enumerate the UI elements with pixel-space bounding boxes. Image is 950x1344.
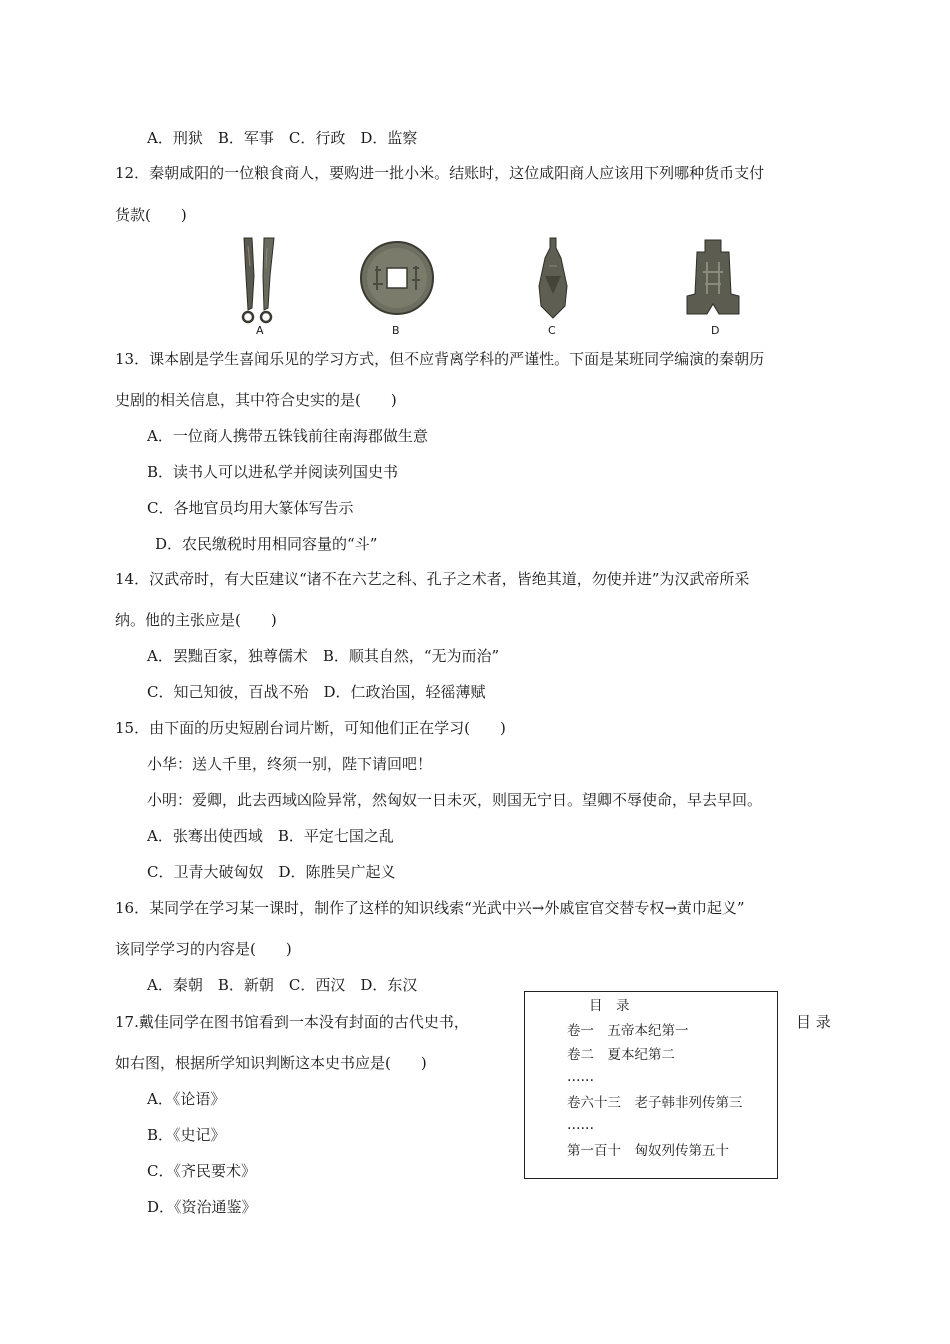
toc-title: 目 录 bbox=[589, 998, 630, 1014]
coin-label-d: D bbox=[711, 324, 720, 337]
toc-ellipsis-2: …… bbox=[567, 1117, 594, 1133]
q14-stem-line1: 14．汉武帝时，有大臣建议“诸不在六艺之科、孔子之术者，皆绝其道，勿使并进”为汉武帝所采 bbox=[115, 570, 750, 588]
toc-line-3: 卷六十三 老子韩非列传第三 bbox=[567, 1095, 743, 1111]
toc-line-1: 卷一 五帝本纪第一 bbox=[567, 1023, 689, 1039]
q17-stem-line2: 如右图，根据所学知识判断这本史书应是( ) bbox=[115, 1054, 427, 1072]
q13-stem-line2: 史剧的相关信息，其中符合史实的是( ) bbox=[115, 391, 397, 409]
q13-option-b: B．读书人可以进私学并阅读列国史书 bbox=[147, 463, 399, 481]
coin-label-b: B bbox=[392, 324, 400, 337]
q12-stem-line2: 货款( ) bbox=[115, 206, 187, 224]
q14-stem-line2: 纳。他的主张应是( ) bbox=[115, 611, 277, 629]
q17-stem-line1-tail: 目 录 bbox=[796, 1013, 831, 1031]
q13-stem-line1: 13．课本剧是学生喜闻乐见的学习方式，但不应背离学科的严谨性。下面是某班同学编演的秦朝历 bbox=[115, 350, 765, 368]
q15-dialogue-1: 小华：送人千里，终须一别，陛下请回吧！ bbox=[147, 755, 433, 773]
q15-stem: 15．由下面的历史短剧台词片断，可知他们正在学习( ) bbox=[115, 719, 506, 737]
q13-option-a: A．一位商人携带五铢钱前往南海郡做生意 bbox=[147, 427, 428, 445]
q15-options-line2: C．卫青大破匈奴 D．陈胜吴广起义 bbox=[147, 863, 396, 881]
toc-box bbox=[524, 991, 778, 1179]
spade-coin-icon bbox=[683, 238, 743, 318]
q16-stem-line2: 该同学学习的内容是( ) bbox=[115, 940, 292, 958]
q13-option-c: C．各地官员均用大篆体写告示 bbox=[147, 499, 354, 517]
q17-option-a: A．《论语》 bbox=[147, 1090, 226, 1108]
ant-nose-coin-icon bbox=[531, 236, 575, 320]
q16-stem-line1: 16．某同学在学习某一课时，制作了这样的知识线索“光武中兴→外戚宦官交替专权→黄巾起义” bbox=[115, 899, 745, 917]
q15-dialogue-2: 小明：爱卿，此去西域凶险异常，然匈奴一日未灭，则国无宁日。望卿不辱使命，早去早回。 bbox=[147, 791, 763, 809]
round-coin-image bbox=[359, 240, 435, 316]
ant-nose-coin-image bbox=[531, 236, 575, 320]
q17-option-c: C．《齐民要术》 bbox=[147, 1162, 256, 1180]
q17-option-d: D．《资治通鉴》 bbox=[147, 1198, 257, 1216]
toc-line-4: 第一百十 匈奴列传第五十 bbox=[567, 1143, 729, 1159]
q11-options: A．刑狱 B．军事 C．行政 D．监察 bbox=[147, 129, 418, 147]
coin-label-a: A bbox=[256, 324, 264, 337]
q16-options: A．秦朝 B．新朝 C．西汉 D．东汉 bbox=[147, 976, 418, 994]
toc-line-2: 卷二 夏本纪第二 bbox=[567, 1047, 675, 1063]
q12-stem-line1: 12．秦朝咸阳的一位粮食商人，要购进一批小米。结账时，这位咸阳商人应该用下列哪种货币支付 bbox=[115, 164, 765, 182]
q14-options-line1: A．罢黜百家，独尊儒术 B．顺其自然，“无为而治” bbox=[147, 647, 500, 665]
q15-options-line1: A．张骞出使西域 B．平定七国之乱 bbox=[147, 827, 394, 845]
spade-coin-image bbox=[683, 238, 743, 318]
toc-ellipsis-1: …… bbox=[567, 1069, 594, 1085]
q14-options-line2: C．知己知彼，百战不殆 D．仁政治国，轻徭薄赋 bbox=[147, 683, 486, 701]
coin-label-c: C bbox=[548, 324, 556, 337]
round-square-hole-coin-icon bbox=[359, 240, 435, 316]
q13-option-d: D．农民缴税时用相同容量的“斗” bbox=[155, 535, 378, 553]
knife-coin-icon bbox=[236, 236, 284, 328]
q17-stem-line1: 17.戴佳同学在图书馆看到一本没有封面的古代史书， bbox=[115, 1013, 469, 1031]
knife-coin-image bbox=[236, 236, 284, 328]
q17-option-b: B．《史记》 bbox=[147, 1126, 226, 1144]
